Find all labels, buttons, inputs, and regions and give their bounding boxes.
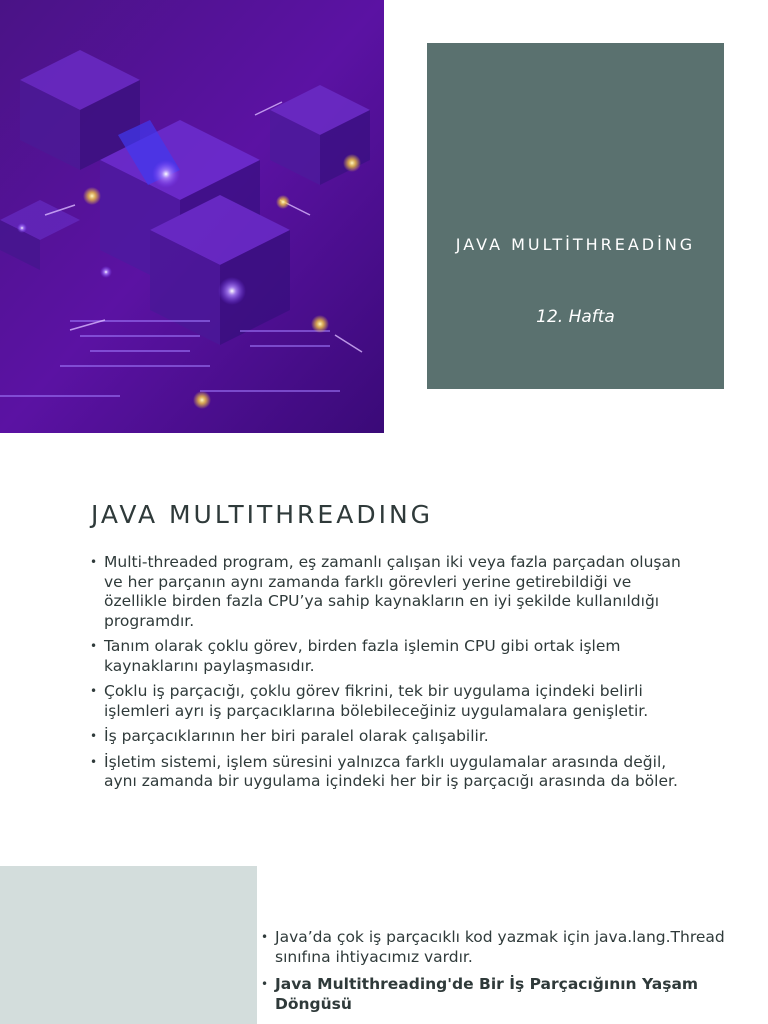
hero-image xyxy=(0,0,384,433)
slide-2-title: JAVA MULTITHREADING xyxy=(91,500,434,529)
slide-3 xyxy=(0,866,768,1024)
bullet-icon: • xyxy=(90,754,98,769)
list-item: • Multi-threaded program, eş zamanlı çalışan iki veya fazla parçadan oluşan ve her parçanın aynı zamanda farklı görevleri yerine getirebildiği ve özellikle birden fazla CPU’ya sahip kaynakların en iyi şekilde kullanıldığı programdır. xyxy=(90,553,681,630)
list-item: • Java Multithreading'de Bir İş Parçacığının Yaşam Döngüsü xyxy=(261,975,699,1013)
bullet-icon: • xyxy=(261,977,269,991)
title-card xyxy=(427,43,724,389)
list-item: • İş parçacıklarının her biri paralel olarak çalışabilir. xyxy=(90,727,489,745)
slide-2-bullet-list xyxy=(88,553,688,798)
list-item: • Çoklu iş parçacığı, çoklu görev fikrini, tek bir uygulama içindeki belirli işlemleri ayrı iş parçacıklarına bölebileceğiniz uygulamalara genişletir. xyxy=(90,682,649,720)
presentation-subtitle: 12. Hafta xyxy=(536,307,615,327)
bullet-icon: • xyxy=(90,555,98,569)
slide-3-bullet-list xyxy=(258,928,763,1022)
bullet-icon: • xyxy=(90,729,98,743)
bullet-icon: • xyxy=(261,930,269,944)
slide-1 xyxy=(0,0,768,433)
side-panel xyxy=(0,866,257,1024)
bullet-icon: • xyxy=(90,639,98,653)
presentation-title: JAVA MULTİTHREADİNG xyxy=(455,235,696,254)
list-item: • Java’da çok iş parçacıklı kod yazmak için java.lang.Thread sınıfına ihtiyacımız vardır. xyxy=(261,928,725,966)
list-item: • İşletim sistemi, işlem süresini yalnızca farklı uygulamalar arasında değil, aynı zamanda bir uygulama içindeki her bir iş parçacığı arasında da böler. xyxy=(90,752,678,790)
list-item: • Tanım olarak çoklu görev, birden fazla işlemin CPU gibi ortak işlem kaynaklarını paylaşmasıdır. xyxy=(90,637,621,675)
slide-2 xyxy=(0,433,768,866)
bullet-icon: • xyxy=(90,684,98,698)
